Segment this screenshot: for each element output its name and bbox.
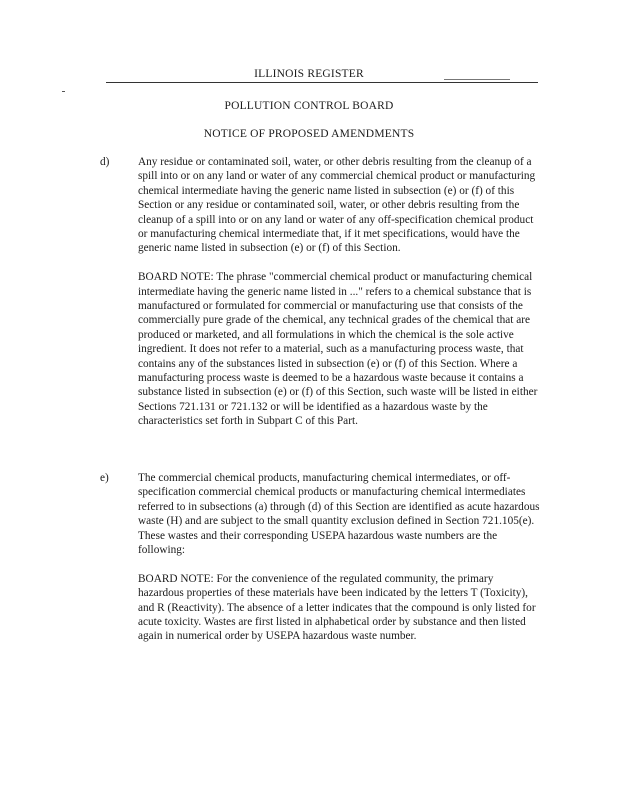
board-note-paragraph: BOARD NOTE: The phrase "commercial chemical product or manufacturing chemical intermediate having the generic name listed in ..." refers to a chemical substance that is manufactured or formulated for commercial or manufacturing use that consists of the commercially pure grade of the chemical, any technical grades of the chemical that are produced or marketed, and all formulations in which the chemical is the sole active ingredient. It does not refer to a material, such as a manufacturing process waste, that contains any of the substances listed in subsection (e) or (f) of this Section. Where a manufacturing process waste is deemed to be a hazardous waste because it contains a substance listed in subsection (e) or (f) of this Section, such waste will be listed in either Sections 721.131 or 721.132 or will be identified as a hazardous waste by the characteristics set forth in Subpart C of this Part.	[138, 271, 538, 428]
section-label: d)	[100, 156, 110, 168]
header-rule	[106, 82, 538, 83]
board-note-paragraph: BOARD NOTE: For the convenience of the regulated community, the primary hazardous properties of these materials have been indicated by the letters T (Toxicity), and R (Reactivity). The absence of a letter indicates that the compound is only listed for acute toxicity. Wastes are first listed in alphabetical order by substance and then listed again in numerical order by USEPA hazardous waste number.	[138, 572, 536, 643]
section-paragraph: Any residue or contaminated soil, water, or other debris resulting from the cleanup of a spill into or on any land or water of any commercial chemical product or manufacturing chemical intermediate having the generic name listed in subsection (e) or (f) of this Section or any residue or contaminated soil, water, or other debris resulting from the cleanup of a spill into or on any land or water of any off-specification chemical product or manufacturing chemical intermediate that, if it met specifications, would have the generic name listed in subsection (e) or (f) of this Section.	[138, 156, 536, 255]
section-body	[138, 471, 540, 644]
section-d	[100, 155, 540, 443]
header-rule-dash	[444, 79, 510, 80]
board-name: POLLUTION CONTROL BOARD	[224, 100, 394, 112]
section-paragraph: The commercial chemical products, manufacturing chemical intermediates, or off-specification commercial chemical products or manufacturing chemical intermediates referred to in subsections (a) through (d) of this Section are identified as acute hazardous waste (H) and are subject to the small quantity exclusion defined in Section 721.105(e). These wastes and their corresponding USEPA hazardous waste numbers are the following:	[138, 472, 540, 557]
notice-title: NOTICE OF PROPOSED AMENDMENTS	[203, 128, 415, 140]
section-label: e)	[100, 472, 109, 484]
section-body	[138, 155, 540, 429]
margin-mark	[62, 91, 65, 92]
section-e	[100, 471, 540, 658]
register-title: ILLINOIS REGISTER	[254, 68, 364, 80]
